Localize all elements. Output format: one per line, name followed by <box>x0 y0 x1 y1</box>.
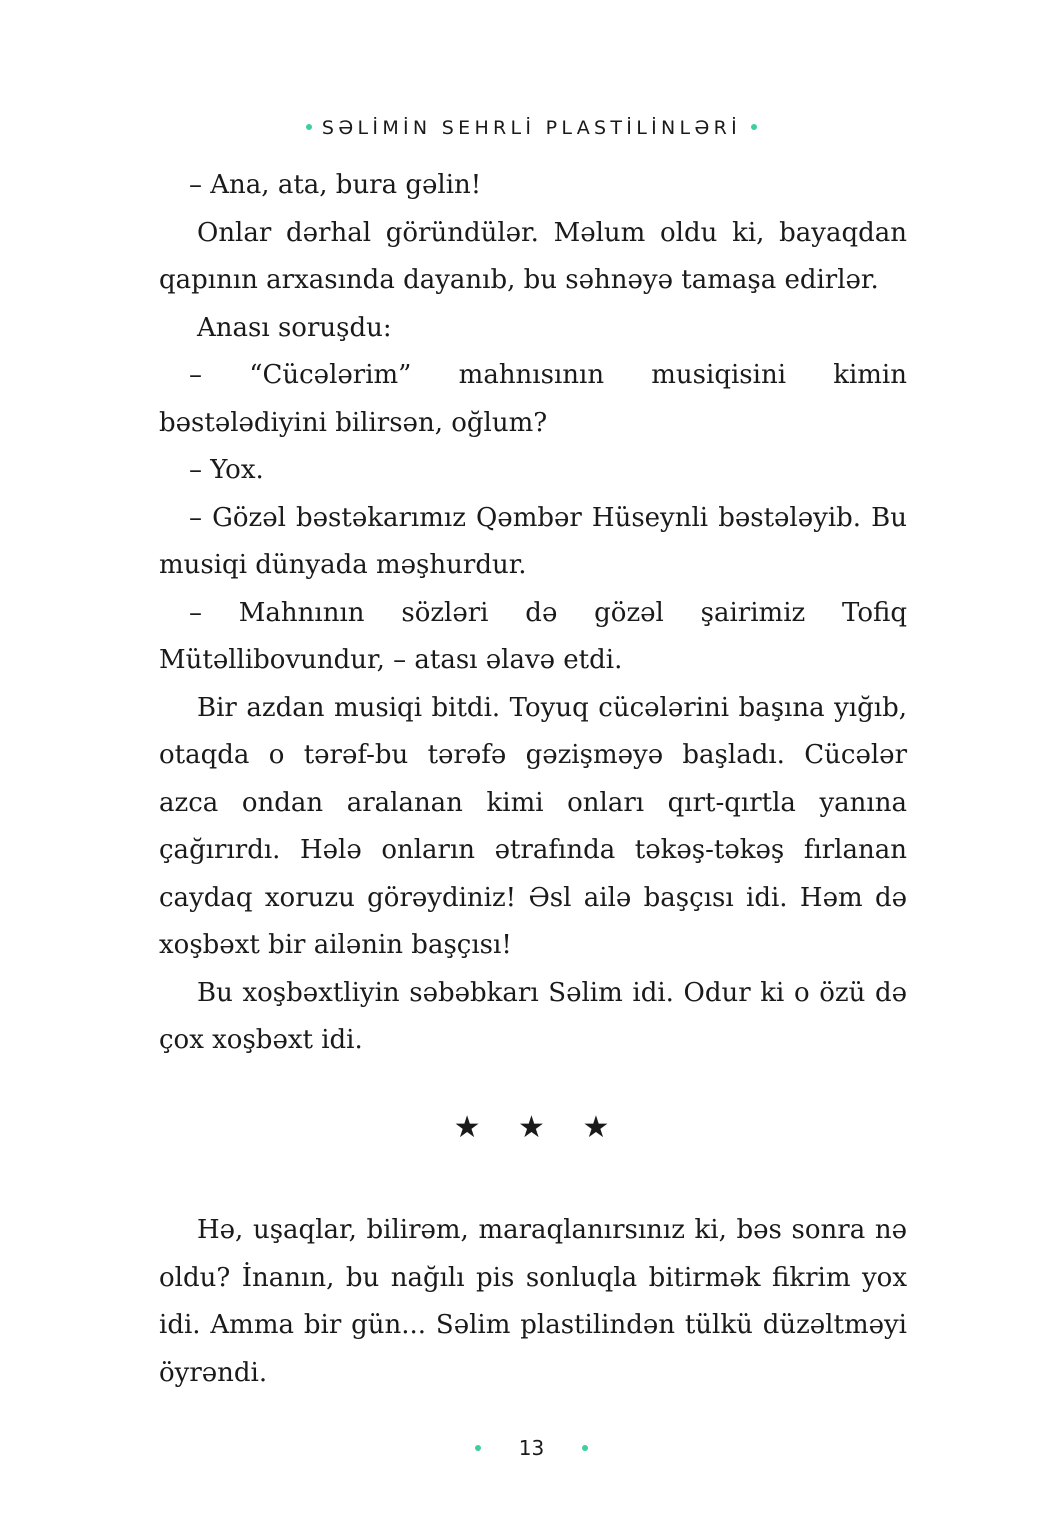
paragraph: Bu xoşbəxtliyin səbəbkarı Səlim idi. Odur ki o özü də çox xoşbəxt idi. <box>159 977 907 1055</box>
paragraph: Bir azdan musiqi bitdi. Toyuq cücələrini başına yığıb, otaqda o tərəf-bu tərəfə gəzişməyə başladı. Cücələr azca ondan aralanan kimi onları qırt-qırtla yanına çağırırdı. Hələ onların ətrafında təkəş-təkəş fırlanan caydaq xoruzu görəydiniz! Əsl ailə başçısı idi. Həm də xoşbəxt bir ailənin başçısı! <box>159 692 907 960</box>
ornament-dot-left <box>475 1445 481 1451</box>
main-text <box>159 162 907 1065</box>
paragraph: Anası soruşdu: <box>197 312 392 343</box>
ornament-dot-left <box>306 124 312 130</box>
page-number: 13 <box>518 1436 545 1460</box>
paragraph: – Mahnının sözləri də gözəl şairimiz Tofiq Mütəllibovundur, – atası əlavə etdi. <box>159 597 907 675</box>
paragraph: Onlar dərhal göründülər. Məlum oldu ki, bayaqdan qapının arxasında dayanıb, bu səhnəyə tamaşa edirlər. <box>159 217 907 295</box>
closing-text <box>159 1207 907 1397</box>
paragraph: – Yox. <box>189 455 264 485</box>
running-head <box>0 114 1063 142</box>
page-footer <box>0 1434 1063 1462</box>
section-separator: ★ ★ ★ <box>453 1110 624 1145</box>
paragraph: – Gözəl bəstəkarımız Qəmbər Hüseynli bəstələyib. Bu musiqi dünyada məşhurdur. <box>159 502 907 580</box>
paragraph: – Ana, ata, bura gəlin! <box>189 170 482 200</box>
paragraph: – “Cücələrim” mahnısının musiqisini kimin bəstələdiyini bilirsən, oğlum? <box>159 360 907 438</box>
ornament-dot-right <box>582 1445 588 1451</box>
ornament-dot-right <box>751 124 757 130</box>
running-title: SƏLİMİN SEHRLİ PLASTİLİNLƏRİ <box>321 117 742 139</box>
paragraph: Hə, uşaqlar, bilirəm, maraqlanırsınız ki, bəs sonra nə oldu? İnanın, bu nağılı pis sonluqla bitirmək fikrim yox idi. Amma bir gün... Səlim plastilindən tülkü düzəltməyi öyrəndi. <box>159 1215 907 1388</box>
